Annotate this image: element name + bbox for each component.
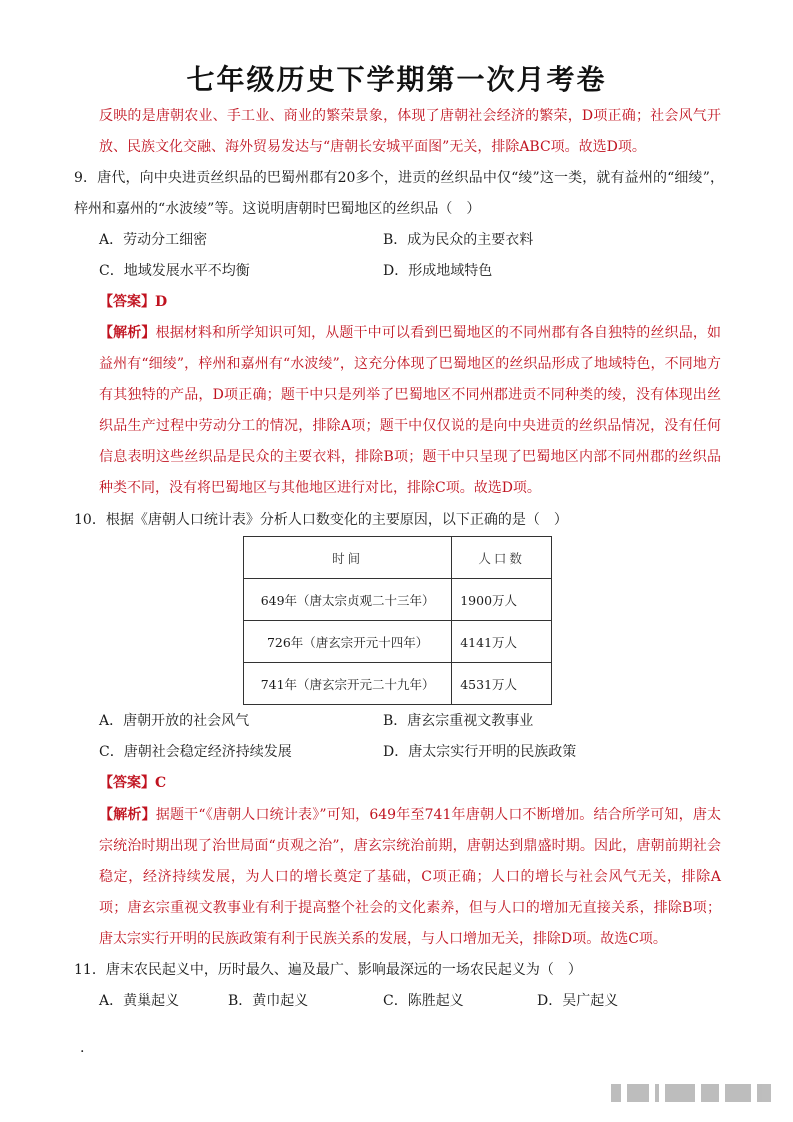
q10-answer: [99, 773, 166, 793]
q10-analysis-text: 据题干“《唐朝人口统计表》”可知，649年至741年唐朝人口不断增加。结合所学可知，唐太宗统治时期出现了治世局面“贞观之治”，唐玄宗统治前期，唐朝达到鼎盛时期。因此，唐朝前期社会稳定，经济持续发展，为人口的增长奠定了基础，C项正确；人口的增长与社会风气无关，排除A项；唐玄宗重视文教事业有利于提高整个社会的文化素养，但与人口的增加无直接关系，排除B项；唐太宗实行开明的民族政策有利于民族关系的发展，与人口增加无关，排除D项。故选C项。: [99, 807, 722, 947]
question-9-number: 9．: [74, 170, 98, 186]
question-10-stem: 根据《唐朝人口统计表》分析人口数变化的主要原因，以下正确的是（ ）: [105, 512, 568, 528]
q10-option-d: D．唐太宗实行开明的民族政策: [383, 744, 577, 760]
question-10: [74, 505, 724, 536]
table-cell-time: 726年（唐玄宗开元十四年）: [244, 621, 452, 663]
q11-option-c: C．陈胜起义: [383, 993, 464, 1009]
table-row: [244, 621, 552, 663]
population-table: [243, 536, 552, 705]
q10-answer-value: C: [155, 775, 167, 791]
watermark-logo: [611, 1082, 771, 1104]
q9-analysis-text: 根据材料和所学知识可知，从题干中可以看到巴蜀地区的不同州郡有各自独特的丝织品，如益州有“细绫”，梓州和嘉州有“水波绫”，这充分体现了巴蜀地区的丝织品形成了地域特色，不同地方有其独特的产品，D项正确；题干中只是列举了巴蜀地区不同州郡进贡不同种类的绫，没有体现出丝织品生产过程中劳动分工的情况，排除A项；题干中仅仅说的是向中央进贡的丝织品情况，没有任何信息表明这些丝织品是民众的主要衣料，排除B项；题干中只呈现了巴蜀地区内部不同州郡的丝织品种类不同，没有将巴蜀地区与其他地区进行对比，排除C项。故选D项。: [99, 325, 722, 496]
q10-option-c: C．唐朝社会稳定经济持续发展: [99, 744, 292, 760]
q9-answer: [99, 292, 167, 312]
q10-option-a: A．唐朝开放的社会风气: [99, 713, 250, 729]
q10-analysis-label: 【解析】: [99, 807, 156, 823]
q10-analysis: [99, 800, 721, 955]
q9-answer-value: D: [155, 294, 168, 310]
table-cell-population: 4141万人: [452, 621, 552, 663]
table-cell-time: 741年（唐玄宗开元二十九年）: [244, 663, 452, 705]
q10-answer-label: 【答案】: [99, 775, 155, 791]
footer-dot: .: [80, 1040, 85, 1056]
q11-option-b: B．黄巾起义: [228, 993, 309, 1009]
table-cell-population: 1900万人: [452, 579, 552, 621]
q9-option-a: A．劳动分工细密: [99, 232, 208, 248]
table-header-row: [244, 537, 552, 579]
table-cell-population: 4531万人: [452, 663, 552, 705]
q9-option-d: D．形成地域特色: [383, 263, 493, 279]
table-cell-time: 649年（唐太宗贞观二十三年）: [244, 579, 452, 621]
q9-option-c: C．地域发展水平不均衡: [99, 263, 250, 279]
question-11: [74, 955, 724, 986]
question-11-number: 11．: [74, 962, 106, 978]
table-header-time: 时间: [244, 537, 452, 579]
prev-analysis-text: 反映的是唐朝农业、手工业、商业的繁荣景象，体现了唐朝社会经济的繁荣，D项正确；社会风气开放、民族文化交融、海外贸易发达与“唐朝长安城平面图”无关，排除ABC项。故选D项。: [99, 108, 721, 155]
table-row: [244, 579, 552, 621]
question-11-stem: 唐末农民起义中，历时最久、遍及最广、影响最深远的一场农民起义为（ ）: [105, 962, 582, 978]
table-row: [244, 663, 552, 705]
question-9-stem: 唐代，向中央进贡丝织品的巴蜀州郡有20多个，进贡的丝织品中仅“绫”这一类，就有益州的“细绫”，梓州和嘉州的“水波绫”等。这说明唐朝时巴蜀地区的丝织品（ ）: [74, 170, 724, 217]
table-header-population: 人口数: [452, 537, 552, 579]
q9-answer-label: 【答案】: [99, 294, 155, 310]
q10-option-b: B．唐玄宗重视文教事业: [383, 713, 534, 729]
q9-analysis: [99, 318, 721, 504]
question-10-number: 10．: [74, 512, 106, 528]
page-title: 七年级历史下学期第一次月考卷: [186, 63, 607, 96]
q11-option-a: A．黄巢起义: [99, 993, 180, 1009]
q9-analysis-label: 【解析】: [99, 325, 156, 341]
question-9: [74, 163, 724, 225]
q9-option-b: B．成为民众的主要衣料: [383, 232, 534, 248]
q11-option-d: D．吴广起义: [537, 993, 619, 1009]
